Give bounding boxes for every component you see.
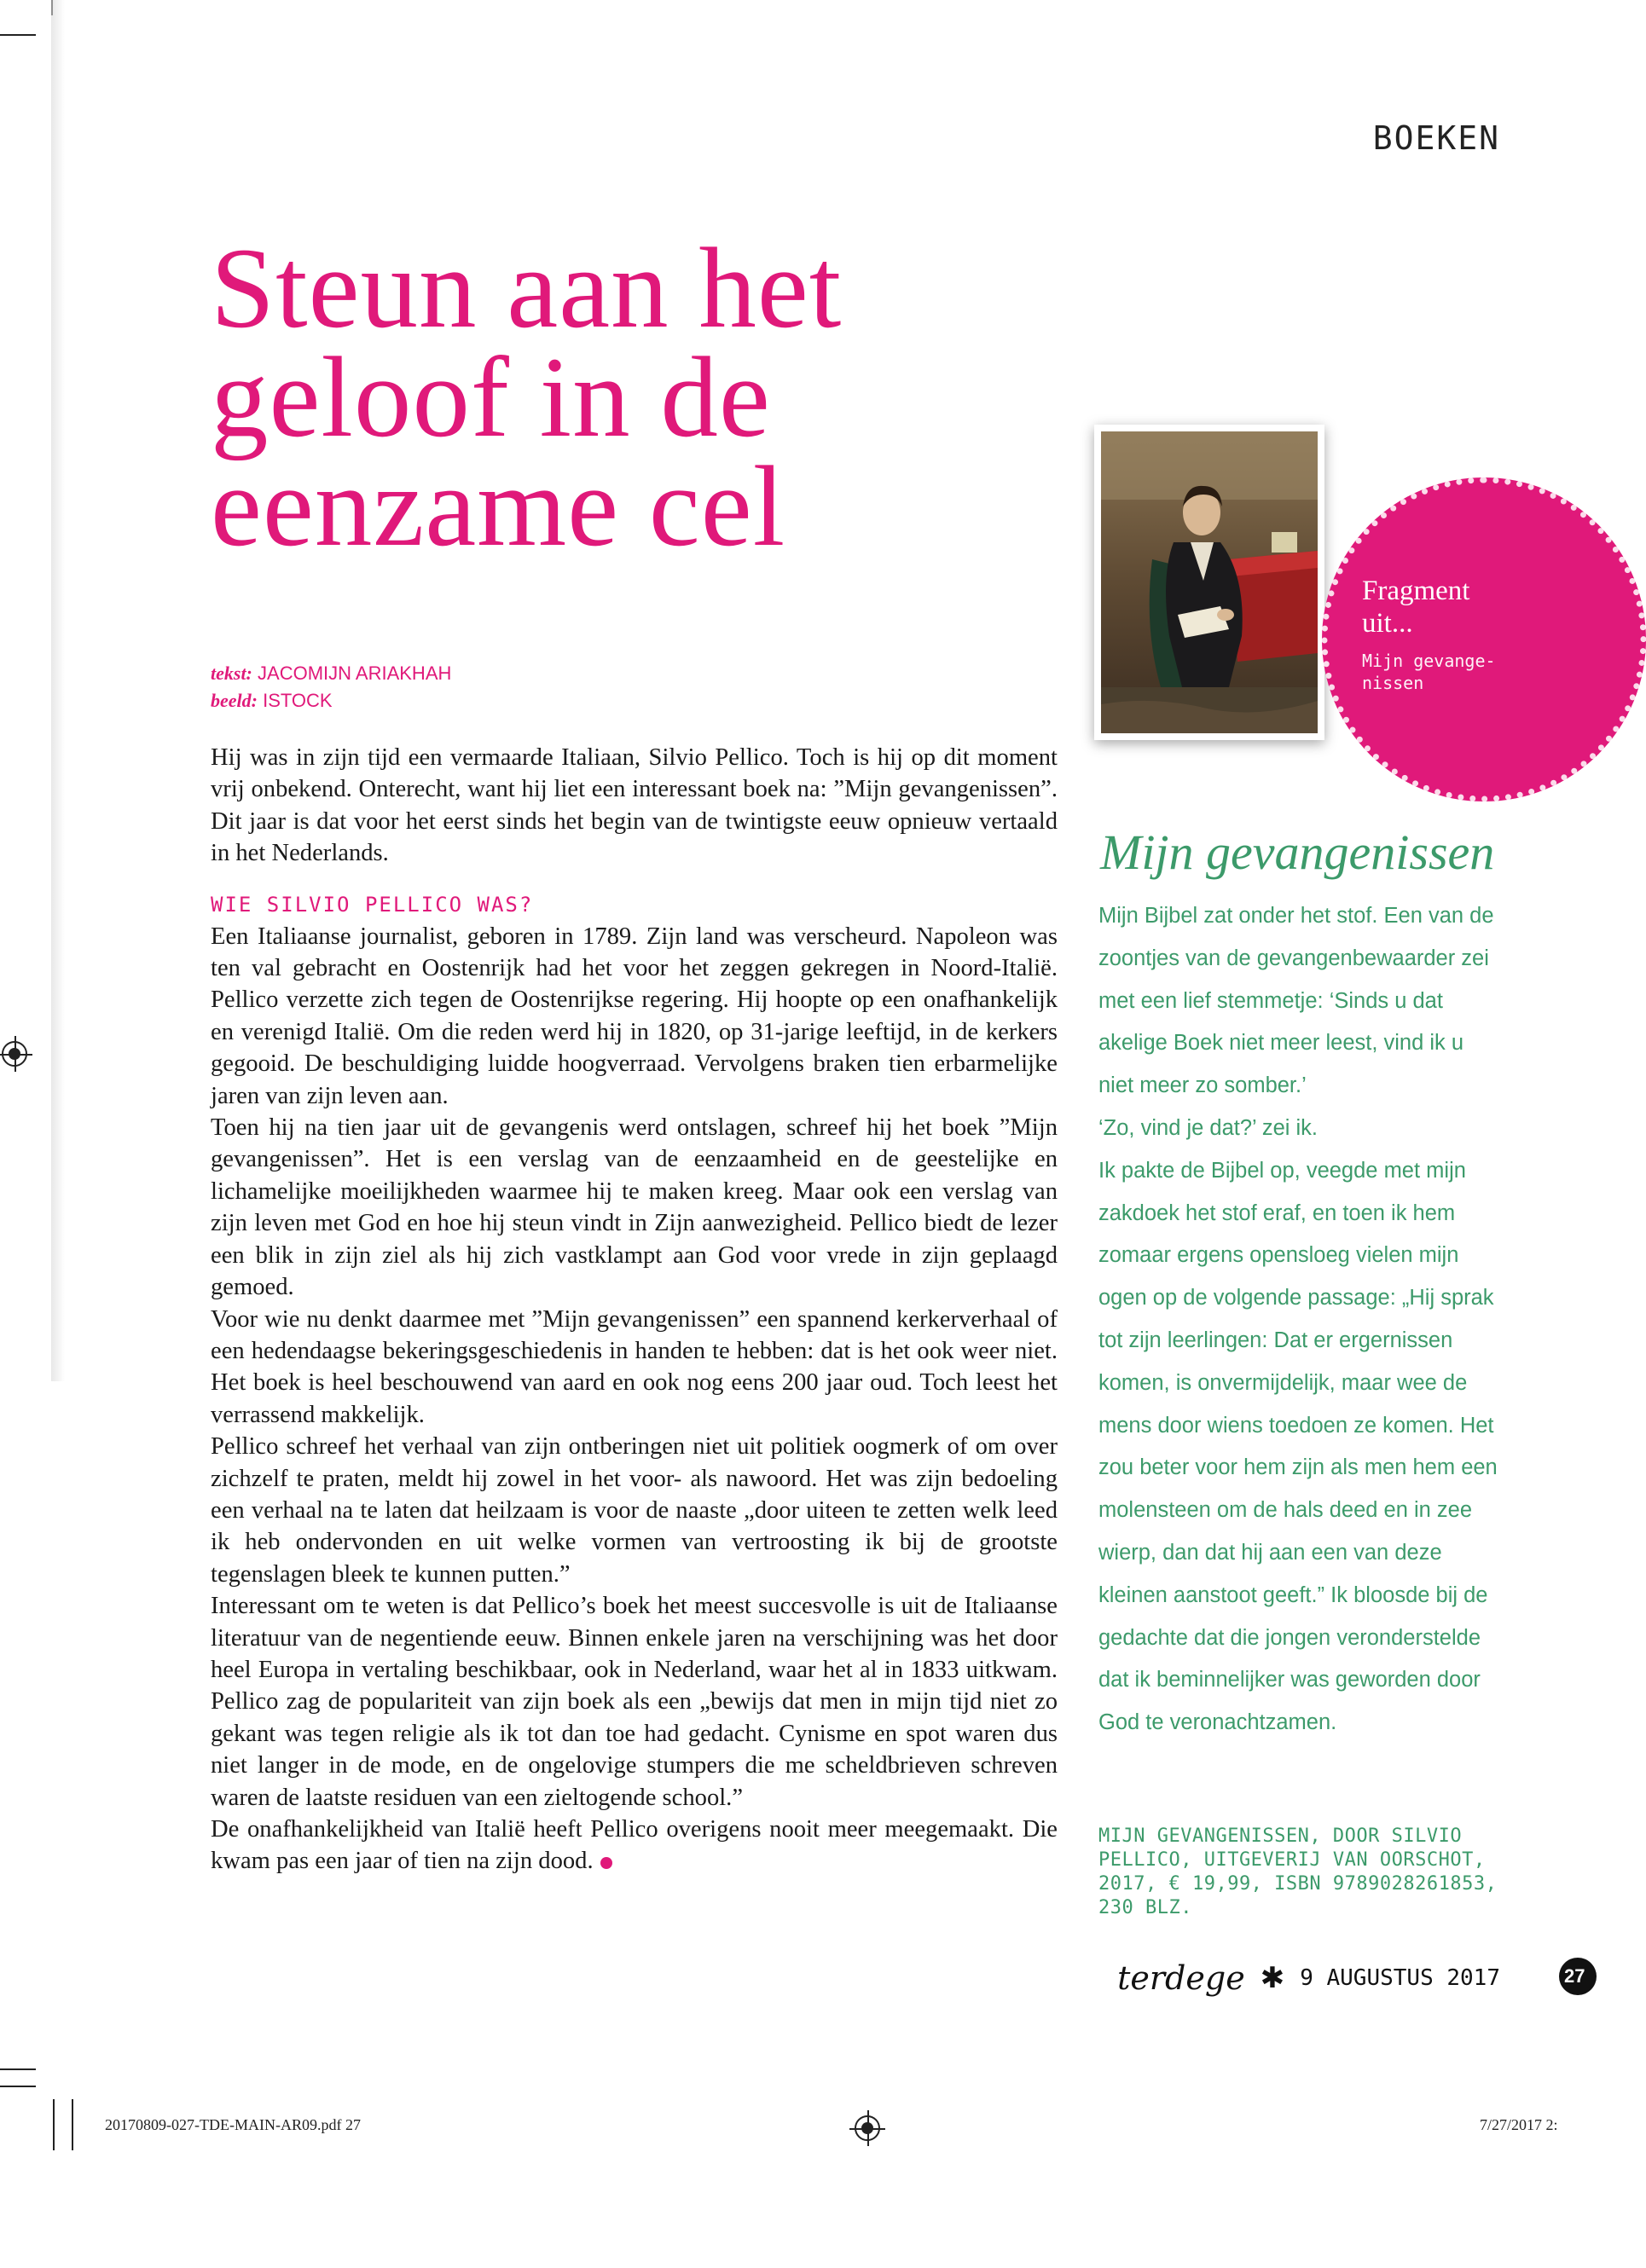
crop-mark (0, 2068, 36, 2070)
sidebar-paragraph: Ik pakte de Bijbel op, veegde met mijn zakdoek het stof eraf, en toen ik hem zomaar ergens opensloeg vielen mijn ogen op de volgende passage: „Hij sprak tot zijn leerlingen: Dat er ergernissen komen, is onvermijdelijk, maar wee de mens door wiens toedoen ze komen. Het zou beter voor hem zijn als men hem een molensteen om de hals deed en in zee wierp, dan dat hij aan een van deze kleinen aanstoot geeft.” Ik bloosde bij de gedachte dat die jongen veronderstelde dat ik beminnelijker was geworden door God te veronachtzamen. (1098, 1158, 1498, 1735)
fragment-badge-text (1362, 575, 1496, 694)
article-paragraph-last (211, 1814, 1058, 1877)
fragment-title-line: Fragment (1362, 576, 1470, 606)
portrait-photo (1094, 425, 1324, 740)
headline-line: geloof in de (211, 334, 771, 461)
print-slug-timestamp: 7/27/2017 2: (1480, 2116, 1558, 2133)
page-gutter-shadow (51, 0, 65, 1381)
fragment-title-line: uit... (1362, 608, 1413, 639)
print-slug-file: 20170809-027-TDE-MAIN-AR09.pdf 27 (105, 2116, 361, 2133)
fragment-book-line: nissen (1362, 673, 1424, 693)
sidebar-paragraph: Mijn Bijbel zat onder het stof. Een van de zoontjes van de gevangenbewaarder zei met een lief stemmetje: ‘Sinds u dat akelige Boek niet meer leest, vind ik u niet meer zo somber.’ (1098, 904, 1494, 1098)
magazine-logo: terdege (1117, 1959, 1245, 1997)
credit-author: JACOMIJN ARIAKHAH (258, 662, 452, 684)
registration-mark-icon (2, 1041, 27, 1067)
crop-mark (0, 34, 36, 36)
article-closing-text: De onafhankelijkheid van Italië heeft Pellico overigens nooit meer meegemaakt. Die kwam pas een jaar of tien na zijn dood. (211, 1816, 1058, 1875)
sidebar-title: Mijn gevangenissen (1100, 824, 1495, 880)
headline-line: Steun aan het (211, 225, 843, 352)
article-paragraph: Een Italiaanse journalist, geboren in 1789. Zijn land was verscheurd. Napoleon was ten val gebracht en Oostenrijk had het voor het zeggen gekregen in Noord-Italië. Pellico verzette zich tegen de Oostenrijkse regering. Hij hoopte op een onafhankelijk en verenigd Italië. Om die reden werd hij in 1820, op 31-jarige leeftijd, in de kerkers gegooid. De beschuldiging luidde hoogverraad. Vervolgens braken tien erbarmelijke jaren van zijn leven aan. (211, 923, 1058, 1109)
portrait-illustration (1101, 431, 1318, 733)
credit-photographer: ISTOCK (263, 690, 333, 711)
section-label: BOEKEN (1372, 119, 1500, 157)
article-body (211, 742, 1058, 1877)
book-reference: MIJN GEVANGENISSEN, DOOR SILVIO PELLICO, UITGEVERIJ VAN OORSCHOT, 2017, € 19,99, ISBN 9789028261853, 230 BLZ. (1098, 1825, 1498, 1918)
headline-line: eenzame cel (211, 443, 786, 570)
page-footer (1117, 1959, 1500, 1997)
page-number: 27 (1559, 1958, 1597, 1995)
article-paragraph: Voor wie nu denkt daarmee met ”Mijn gevangenissen” een spannend kerkerverhaal of een hedendaagse bekeringsgeschiedenis in handen te hebben: dat is het ook weer niet. Het boek is heel beschouwend van aard en ook nog eens 200 jaar oud. Toch leest het verrassend makkelijk. (211, 1305, 1058, 1428)
end-mark-icon (600, 1857, 612, 1869)
registration-mark-icon (855, 2115, 880, 2141)
crop-mark (72, 2099, 73, 2150)
article-paragraph: Toen hij na tien jaar uit de gevangenis werd ontslagen, schreef hij het boek ”Mijn gevangenissen”. Het is een verslag van de eenzaamheid en de geestelijke en lichamelijke moeilijkheden waarmee hij te maken kreeg. Maar ook een verslag van zijn leven met God en hoe hij steun vindt in Zijn aanwezigheid. Pellico biedt de lezer een blik in zijn ziel als hij zich vastklampt aan God voor vrede in zijn geplaagd gemoed. (211, 1114, 1058, 1301)
article-subhead: WIE SILVIO PELLICO WAS? (211, 892, 534, 917)
credit-label: tekst: (211, 662, 252, 684)
issue-date: 9 AUGUSTUS 2017 (1300, 1965, 1500, 1991)
article-paragraph: Pellico schreef het verhaal van zijn ontberingen niet uit politiek oogmerk of om over zichzelf te praten, meldt hij zowel in het voor- als nawoord. Het was zijn bedoeling een verhaal na te laten dat heilzaam is voor de naaste „door uiteen te zetten welk leed ik heb ondervonden en uit welke vormen van vertroosting ik bij de grootste tegenslagen bleek te kunnen putten.” (211, 1433, 1058, 1588)
fragment-book-line: Mijn gevange- (1362, 651, 1496, 671)
credit-image (211, 687, 451, 715)
credit-label: beeld: (211, 690, 258, 711)
crop-mark (53, 2099, 55, 2150)
headline (211, 225, 1064, 570)
sidebar-excerpt (1098, 895, 1499, 1744)
asterisk-icon: ✱ (1260, 1961, 1285, 1995)
sidebar-paragraph: ‘Zo, vind je dat?’ zei ik. (1098, 1115, 1319, 1140)
credit-text (211, 660, 451, 687)
credits (211, 660, 451, 715)
article-lead: Hij was in zijn tijd een vermaarde Italiaan, Silvio Pellico. Toch is hij op dit moment vrij onbekend. Onterecht, want hij liet een interessant boek na: ”Mijn gevangenissen”. Dit jaar is dat voor het eerst sinds het begin van de twintigste eeuw opnieuw vertaald in het Nederlands. (211, 744, 1058, 867)
crop-mark (0, 2086, 36, 2087)
article-paragraph: Interessant om te weten is dat Pellico’s boek het meest succesvolle is uit de Italiaanse literatuur van de negentiende eeuw. Binnen enkele jaren na verschijning was het door heel Europa in vertaling beschikbaar, ook in Nederland, waar het al in 1833 uitkwam. Pellico zag de populariteit van zijn boek als een „bewijs dat men in mijn tijd niet zo gekant was tegen religie als ik tot dan toe had gedacht. Cynisme en spot waren dus niet langer in de mode, en de ongelovige stumpers die me scheldbrieven schreven waren de laatste residuen van een zieltogende school.” (211, 1593, 1058, 1811)
